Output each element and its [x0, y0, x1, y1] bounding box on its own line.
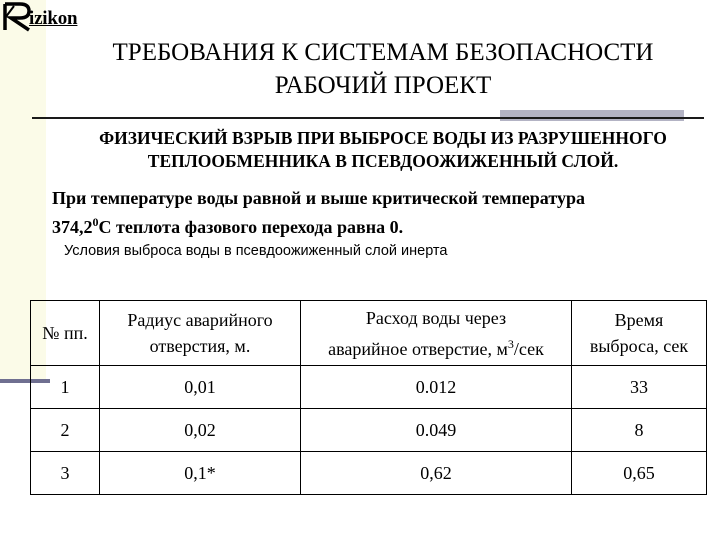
page-title [46, 36, 720, 102]
header-flow-line-1: Расход воды через [365, 307, 507, 328]
logo-text: izikon [29, 8, 78, 29]
cell-time: 8 [572, 409, 707, 452]
table-row [31, 409, 707, 452]
cell-time: 0,65 [572, 452, 707, 495]
paragraph-line-2 [52, 210, 712, 239]
section-heading [46, 127, 720, 173]
cell-num: 1 [31, 366, 100, 409]
data-table [30, 300, 707, 495]
title-rule [32, 117, 704, 119]
table-header-row [31, 301, 707, 366]
title-line-1: ТРЕБОВАНИЯ К СИСТЕМАМ БЕЗОПАСНОСТИ [112, 39, 654, 66]
header-radius-line-1: Радиус аварийного [127, 310, 273, 330]
logo [0, 0, 120, 34]
cubic-superscript: 3 [507, 336, 514, 351]
title-line-2: РАБОЧИЙ ПРОЕКТ [274, 72, 492, 99]
header-flow-unit: /сек [513, 338, 544, 359]
cell-radius: 0,01 [100, 366, 301, 409]
heading-line-2: ТЕПЛООБМЕННИКА В ПСЕВДООЖИЖЕННЫЙ СЛОЙ. [147, 151, 619, 171]
temperature-value: 374,2 [52, 217, 93, 237]
paragraph [52, 186, 712, 239]
cell-flow: 0,62 [301, 452, 572, 495]
degree-superscript: 0 [92, 215, 99, 229]
paragraph-line-2-text: С теплота фазового перехода равна 0. [98, 217, 404, 237]
header-time-line-1: Время [614, 310, 664, 330]
title-rule-accent [500, 110, 684, 121]
table-caption: Условия выброса воды в псевдоожиженный слой инерта [64, 243, 448, 259]
header-flow [301, 301, 572, 366]
header-radius-line-2: отверстия, м. [149, 336, 251, 356]
cell-flow: 0.049 [301, 409, 572, 452]
header-radius [100, 301, 301, 366]
cell-time: 33 [572, 366, 707, 409]
header-num: № пп. [31, 301, 100, 366]
rizikon-logo-icon [2, 1, 32, 33]
header-time [572, 301, 707, 366]
cell-flow: 0.012 [301, 366, 572, 409]
table-row [31, 452, 707, 495]
heading-line-1: ФИЗИЧЕСКИЙ ВЗРЫВ ПРИ ВЫБРОСЕ ВОДЫ ИЗ РАЗРУШЕННОГО [99, 128, 667, 148]
cell-num: 3 [31, 452, 100, 495]
cell-radius: 0,02 [100, 409, 301, 452]
header-flow-line-2 [301, 331, 571, 362]
header-time-line-2: выброса, сек [589, 336, 689, 356]
cell-radius: 0,1* [100, 452, 301, 495]
header-flow-line-2-text: аварийное отверстие, м [328, 338, 508, 359]
table-row [31, 366, 707, 409]
paragraph-line-1: При температуре воды равной и выше критической температура [52, 188, 585, 208]
cell-num: 2 [31, 409, 100, 452]
